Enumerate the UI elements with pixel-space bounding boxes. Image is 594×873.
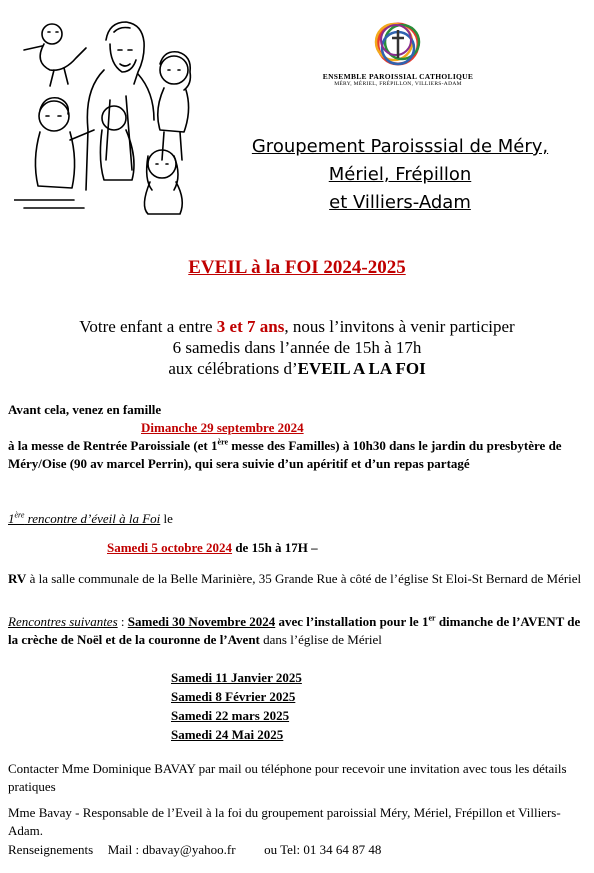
next-meetings-date: Samedi 30 Novembre 2024 — [127, 614, 276, 629]
contact-info — [8, 841, 588, 859]
parish-logo-icon — [370, 18, 426, 70]
next-meetings-sup: er — [428, 613, 436, 623]
dates-list — [171, 668, 302, 744]
first-event-date — [141, 419, 441, 437]
logo-org-text: ENSEMBLE PAROISSIAL CATHOLIQUE — [322, 72, 474, 81]
responsible-text: Mme Bavay - Responsable de l’Eveil à la foi du groupement paroissial Méry, Mériel, Frépillon et Villiers-Adam. — [8, 805, 561, 838]
date-item: Samedi 11 Janvier 2025 — [171, 670, 302, 685]
location-address: à la salle communale de la Belle Marinière, 35 Grande Rue à côté de l’église St Eloi-St Bernard de Mériel — [26, 571, 582, 586]
first-meeting-label-text: rencontre d’éveil à la Foi — [24, 511, 161, 526]
intro-line-1-start: Votre enfant a entre — [79, 317, 217, 336]
first-event-desc-end: messe des Familles) à 10h30 dans le jardin du presbytère de Méry/Oise (90 av marcel Perrin), qui sera suivie d’un apéritif et d’un repas partagé — [8, 438, 562, 471]
group-title-line-2: Mériel, Frépillon — [328, 164, 472, 185]
first-event-desc-start: à la messe de Rentrée Paroissiale (et 1 — [8, 438, 218, 453]
parish-logo — [296, 18, 500, 108]
location-text — [8, 570, 588, 588]
next-meetings-text-a: avec l’installation pour le 1 — [275, 614, 429, 629]
intro-line-3-start: aux célébrations d’ — [168, 359, 298, 378]
date-item: Samedi 22 mars 2025 — [171, 708, 290, 723]
first-event-sup: ère — [217, 437, 229, 447]
next-meetings — [8, 613, 588, 649]
group-title — [206, 133, 594, 217]
first-meeting-date-text: Samedi 5 octobre 2024 — [107, 540, 233, 555]
jesus-children-illustration — [14, 10, 214, 215]
first-event-date-text: Dimanche 29 septembre 2024 — [141, 420, 304, 435]
first-event-lead: Avant cela, venez en famille — [8, 402, 162, 417]
first-meeting-after: le — [160, 511, 173, 526]
phone-number: ou Tel: 01 34 64 87 48 — [264, 842, 382, 857]
intro-line-2: 6 samedis dans l’année de 15h à 17h — [172, 338, 422, 357]
first-meeting-label — [8, 511, 160, 526]
first-meeting-num: 1 — [8, 511, 15, 526]
first-meeting-date — [107, 539, 507, 557]
first-event-description — [8, 437, 588, 473]
group-title-line-3: et Villiers-Adam — [329, 192, 471, 213]
page-title: EVEIL à la FOI 2024-2025 — [188, 257, 406, 278]
info-label: Renseignements — [8, 842, 94, 857]
first-meeting-time: de 15h à 17H – — [232, 540, 318, 555]
next-meetings-label: Rencontres suivantes — [8, 614, 118, 629]
location-rv: RV — [8, 571, 27, 586]
next-meetings-colon: : — [117, 614, 128, 629]
first-meeting-heading — [8, 510, 588, 528]
first-meeting-sup: ère — [14, 510, 25, 520]
mail-link[interactable]: Mail : dbavay@yahoo.fr — [107, 842, 236, 857]
eveil-label: EVEIL A LA FOI — [297, 359, 426, 378]
intro-text — [0, 316, 594, 379]
date-item: Samedi 8 Février 2025 — [171, 689, 296, 704]
next-meetings-text-c: dans l’église de Mériel — [259, 632, 382, 647]
age-range: 3 et 7 ans — [216, 317, 285, 336]
intro-line-1-end: , nous l’invitons à venir participer — [284, 317, 515, 336]
group-title-line-1: Groupement Paroisssial de Méry, — [251, 136, 549, 157]
intro-line-1 — [0, 316, 594, 337]
next-meetings-text-b: dimanche de l’AVENT de la crèche de Noël et de la couronne de l’Avent — [8, 614, 581, 647]
date-item: Samedi 24 Mai 2025 — [171, 727, 284, 742]
intro-line-3 — [0, 358, 594, 379]
contact-text: Contacter Mme Dominique BAVAY par mail ou téléphone pour recevoir une invitation avec tous les détails pratiques — [8, 761, 567, 794]
logo-towns-text: MÉRY, MÉRIEL, FRÉPILLON, VILLIERS-ADAM — [334, 81, 462, 87]
